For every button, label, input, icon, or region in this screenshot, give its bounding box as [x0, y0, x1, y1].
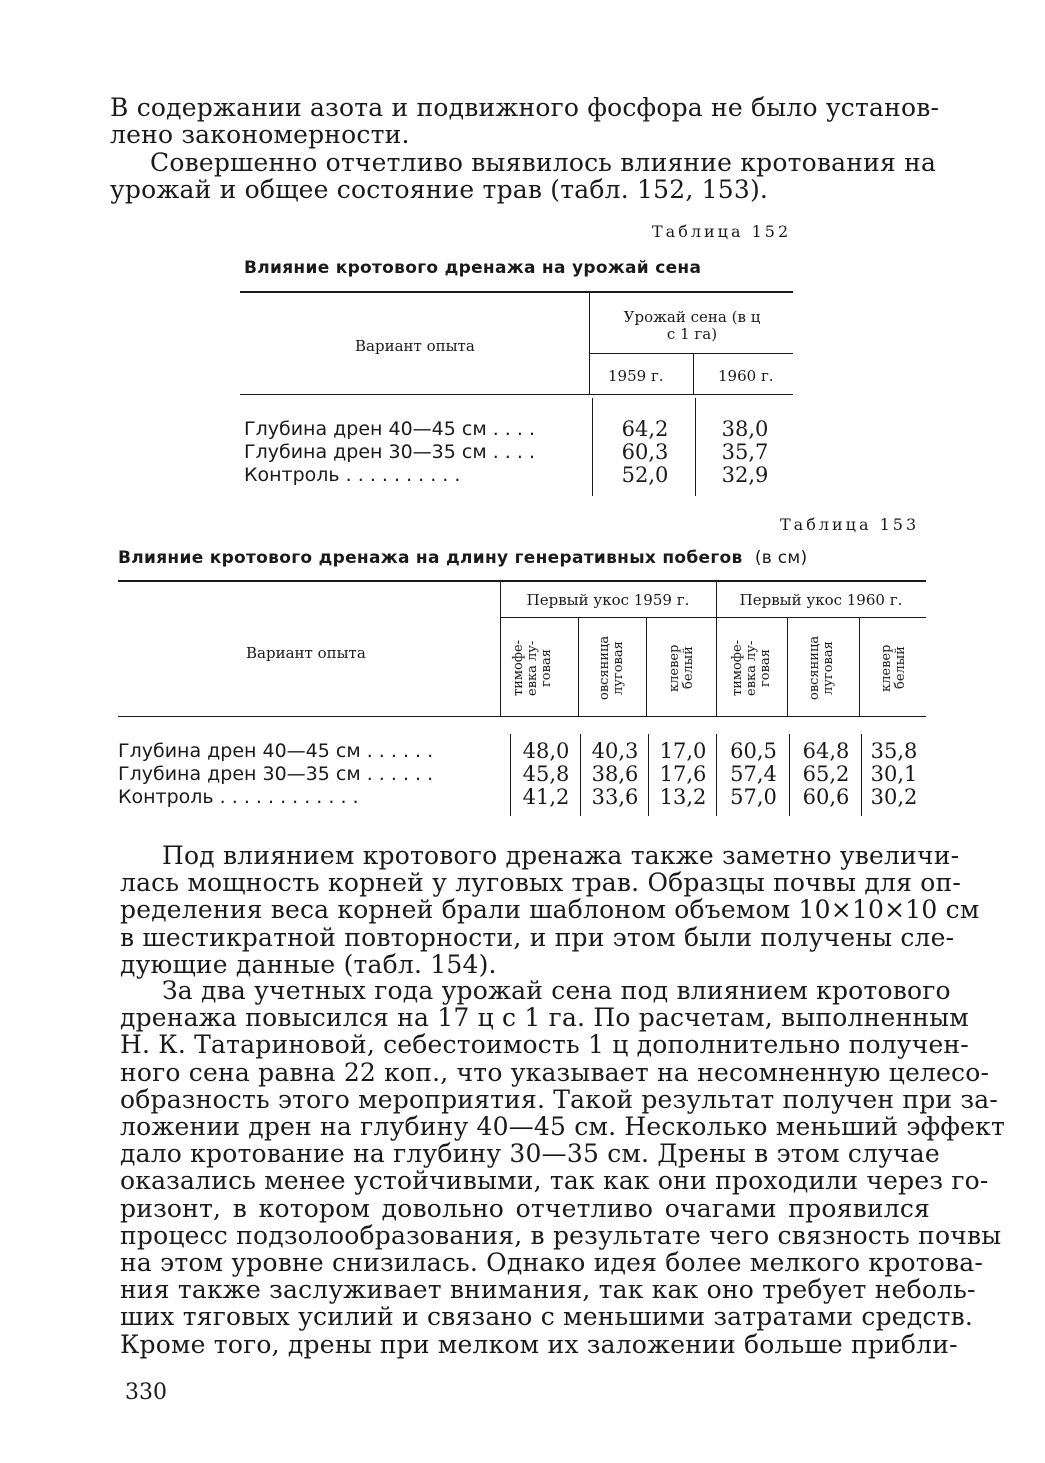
- table-153-cell: 30,1: [870, 762, 918, 786]
- text-line: За два учетных года урожай сена под влиянием кротового: [162, 976, 951, 1005]
- table-153-top-rule: [118, 580, 926, 582]
- text-line: процесс подзолообразования, в результате чего связность почвы: [120, 1220, 1002, 1250]
- text-line: Н. К. Татариновой, себестоимость 1 ц дополнительно получен-: [120, 1030, 969, 1060]
- table-153-cell: 64,8: [802, 739, 850, 763]
- table-153-cell: 41,2: [522, 785, 570, 809]
- table-153-body-divider: [648, 734, 649, 816]
- table-153-cell: 65,2: [802, 762, 850, 786]
- table-152-header-variant: Вариант опыта: [355, 337, 475, 355]
- table-153-body-divider: [510, 734, 511, 816]
- table-153-cell: 40,3: [591, 739, 639, 763]
- table-152-cell: 52,0: [621, 463, 669, 487]
- table-153-cell: 35,8: [870, 739, 918, 763]
- table-153-title: [118, 548, 808, 568]
- body-paragraph-yield: [120, 976, 1006, 1359]
- text-line: ния также заслуживает внимания, так как оно требует неболь-: [120, 1275, 976, 1305]
- text-line: в шестикратной повторности, и при этом были получены сле-: [120, 922, 955, 952]
- table-152-year-1959: 1959 г.: [608, 367, 664, 385]
- text-line: ного сена равна 22 коп., что указывает на несомненную целесо-: [120, 1057, 990, 1087]
- table-153-cell: 30,2: [870, 785, 918, 809]
- text-line: ределения веса корней брали шаблоном объемом 10×10×10 см: [120, 895, 980, 925]
- table-153-subcol-header: овсяница луговая: [597, 635, 626, 701]
- text-line: Совершенно отчетливо выявилось влияние кротования на: [150, 148, 937, 177]
- header-line: Урожай сена (в ц: [623, 308, 761, 326]
- intro-paragraph-2: [110, 148, 937, 205]
- table-152-body-divider: [592, 398, 593, 496]
- table-152-caption: Таблица 152: [652, 222, 792, 241]
- table-153-body-divider: [716, 734, 717, 816]
- table-153-body-divider: [580, 734, 581, 816]
- table-153-subcol-divider: [859, 617, 860, 716]
- table-153-cell: 60,5: [730, 739, 777, 763]
- table-152-row-label: Контроль . . . . . . . . . .: [244, 464, 461, 486]
- page-number: 330: [125, 1380, 167, 1405]
- table-153-body-divider: [861, 734, 862, 816]
- table-152-row-label: Глубина дрен 40—45 см . . . .: [244, 418, 535, 440]
- table-153-title-text: Влияние кротового дренажа на длину генеративных побегов: [118, 548, 743, 568]
- text-line: В содержании азота и подвижного фосфора не было установ-: [110, 93, 940, 122]
- table-152-body-divider: [695, 398, 696, 496]
- table-152-header-bottom-rule: [240, 394, 793, 395]
- table-153-header-bottom-rule: [118, 716, 926, 717]
- table-153-row-label: Глубина дрен 40—45 см . . . . . .: [118, 740, 434, 762]
- table-153-cell: 57,4: [730, 762, 777, 786]
- text-line: дующие данные (табл. 154).: [120, 949, 497, 979]
- table-152-cell: 32,9: [721, 463, 769, 487]
- table-153-caption: Таблица 153: [780, 515, 920, 534]
- table-153-body-divider: [789, 734, 790, 816]
- table-153-subcol-header: тимофе- евка лу- говая: [730, 639, 773, 697]
- table-152-header-group: [592, 309, 792, 343]
- table-153-cell: 57,0: [730, 785, 777, 809]
- table-153-header-variant: Вариант опыта: [246, 644, 366, 662]
- table-153-group-rule: [500, 617, 926, 618]
- table-153-subcol-header: клевер белый: [667, 644, 696, 692]
- table-153-cell: 13,2: [659, 785, 707, 809]
- text-line: ложении дрен на глубину 40—45 см. Несколько меньший эффект: [120, 1112, 1006, 1142]
- table-153-title-unit: (в см): [754, 548, 808, 568]
- table-153-cell: 60,6: [802, 785, 850, 809]
- table-153-row-label: Контроль . . . . . . . . . . . .: [118, 786, 359, 808]
- intro-paragraph-1: [110, 93, 940, 150]
- text-line: на этом уровне снизилась. Однако идея более мелкого кротова-: [120, 1248, 984, 1278]
- table-153-subcol-header: овсяница луговая: [807, 635, 836, 701]
- table-153-subcol-header: тимофе- евка лу- говая: [511, 639, 554, 697]
- table-152-cell: 60,3: [621, 440, 669, 464]
- table-152-title: Влияние кротового дренажа на урожай сена: [244, 258, 702, 278]
- table-152-cell: 35,7: [721, 440, 769, 464]
- table-152-subheader-rule: [589, 353, 793, 354]
- table-153-subcol-header: клевер белый: [879, 644, 908, 692]
- text-line: ризонт, в котором довольно отчетливо очагами проявился: [120, 1193, 930, 1223]
- text-line: дало кротование на глубину 30—35 см. Дрены в этом случае: [120, 1139, 940, 1169]
- table-153-cell: 48,0: [522, 739, 570, 763]
- table-152-row-label: Глубина дрен 30—35 см . . . .: [244, 441, 535, 463]
- table-152-year-divider: [693, 353, 694, 395]
- body-paragraph-roots: [120, 841, 980, 979]
- table-153-group-1959: Первый укос 1959 г.: [526, 591, 690, 609]
- table-152-cell: 38,0: [721, 417, 769, 441]
- table-152-top-rule: [240, 291, 793, 293]
- table-153-cell: 17,0: [659, 739, 707, 763]
- text-line: ших тяговых усилий и связано с меньшими затратами средств.: [120, 1302, 974, 1332]
- table-153-subcol-divider: [646, 617, 647, 716]
- table-152-year-1960: 1960 г.: [718, 367, 774, 385]
- table-153-group-1960: Первый укос 1960 г.: [739, 591, 903, 609]
- text-line: Кроме того, дрены при мелком их заложении больше прибли-: [120, 1329, 958, 1359]
- table-153-cell: 17,6: [659, 762, 707, 786]
- header-line: с 1 га): [666, 325, 718, 343]
- table-153-subcol-divider: [578, 617, 579, 716]
- text-line: урожай и общее состояние трав (табл. 152, 153).: [110, 175, 769, 205]
- table-153-row-label: Глубина дрен 30—35 см . . . . . .: [118, 763, 434, 785]
- table-152-header-divider: [589, 293, 590, 395]
- table-153-subcol-divider: [787, 617, 788, 716]
- text-line: Под влиянием кротового дренажа также заметно увеличи-: [162, 841, 960, 870]
- table-152-cell: 64,2: [621, 417, 669, 441]
- table-153-cell: 45,8: [522, 762, 570, 786]
- text-line: дренажа повысился на 17 ц с 1 га. По расчетам, выполненным: [120, 1003, 969, 1033]
- text-line: оказались менее устойчивыми, так как они проходили через го-: [120, 1166, 989, 1196]
- table-153-cell: 38,6: [591, 762, 639, 786]
- text-line: лено закономерности.: [110, 120, 410, 150]
- text-line: лась мощность корней у луговых трав. Образцы почвы для оп-: [120, 868, 961, 898]
- text-line: образность этого мероприятия. Такой результат получен при за-: [120, 1084, 998, 1114]
- table-153-cell: 33,6: [591, 785, 639, 809]
